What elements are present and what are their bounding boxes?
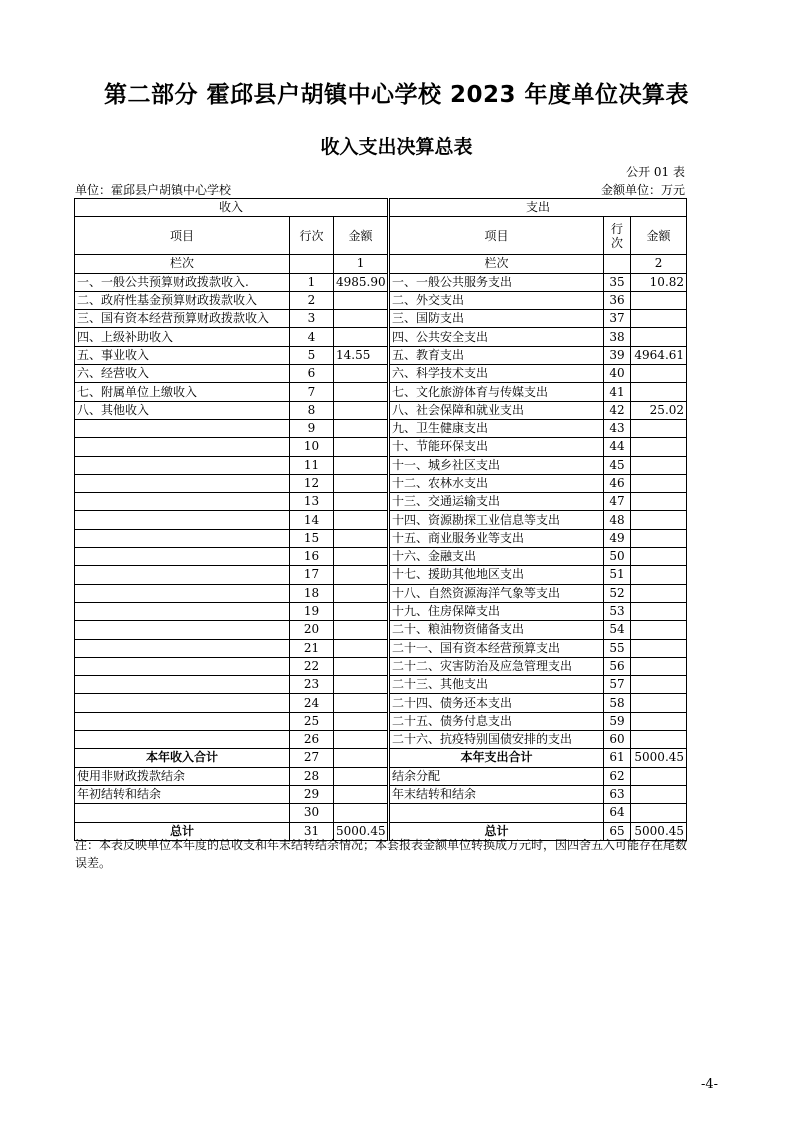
expense-row-no: 58 [604,694,631,712]
income-row-no: 3 [290,310,334,328]
expense-amount: 25.02 [631,401,687,419]
expense-row-no: 62 [604,767,631,785]
expense-header: 支出 [389,199,687,217]
income-amount [334,694,389,712]
expense-item [389,804,604,822]
income-row-no: 29 [290,785,334,803]
income-amount [334,639,389,657]
expense-row-no: 39 [604,346,631,364]
expense-amount [631,493,687,511]
subtotal-row [75,749,687,767]
income-row-no: 21 [290,639,334,657]
income-amount [334,712,389,730]
expense-item: 二十一、国有资本经营预算支出 [389,639,604,657]
table-row [75,621,687,639]
expense-item: 六、科学技术支出 [389,365,604,383]
expense-item: 十四、资源勘探工业信息等支出 [389,511,604,529]
income-row-no: 9 [290,419,334,437]
expense-item: 四、公共安全支出 [389,328,604,346]
table-row [75,529,687,547]
income-col-label: 栏次 [75,255,290,273]
expense-amount [631,438,687,456]
income-amount [334,731,389,749]
income-item [75,529,290,547]
table-row [75,511,687,529]
expense-row-no: 48 [604,511,631,529]
expense-amount [631,712,687,730]
income-item: 四、上级补助收入 [75,328,290,346]
expense-row-no: 60 [604,731,631,749]
expense-row-no: 57 [604,676,631,694]
expense-amount [631,785,687,803]
table-row [75,657,687,675]
income-amount [334,676,389,694]
expense-amount [631,676,687,694]
table-row [75,804,687,822]
expense-amount [631,291,687,309]
income-amount: 14.55 [334,346,389,364]
income-amount [334,548,389,566]
table-row [75,438,687,456]
income-row-no: 5 [290,346,334,364]
expense-item: 一、一般公共服务支出 [389,273,604,291]
empty-cell [604,255,631,273]
income-amount [334,511,389,529]
income-row-no: 11 [290,456,334,474]
expense-row-no: 45 [604,456,631,474]
income-item [75,657,290,675]
income-item [75,584,290,602]
empty-cell [290,255,334,273]
expense-item: 十九、住房保障支出 [389,602,604,620]
expense-amount [631,511,687,529]
expense-row-no: 41 [604,383,631,401]
income-amount [334,767,389,785]
table-row [75,474,687,492]
expense-amount [631,584,687,602]
income-amount-header: 金额 [334,217,389,255]
income-item [75,712,290,730]
expense-amount [631,566,687,584]
expense-item: 二十四、债务还本支出 [389,694,604,712]
income-amount [334,493,389,511]
income-item [75,602,290,620]
expense-row-no: 36 [604,291,631,309]
expense-amount-header: 金额 [631,217,687,255]
expense-item: 十三、交通运输支出 [389,493,604,511]
expense-item: 十六、金融支出 [389,548,604,566]
table-row [75,291,687,309]
income-amount [334,456,389,474]
income-row-no: 16 [290,548,334,566]
income-expense-table [74,198,687,841]
table-row [75,310,687,328]
income-amount [334,383,389,401]
expense-item: 年末结转和结余 [389,785,604,803]
income-amount [334,291,389,309]
expense-amount [631,639,687,657]
expense-amount [631,548,687,566]
income-item [75,676,290,694]
expense-item: 二十六、抗疫特别国债安排的支出 [389,731,604,749]
table-row [75,712,687,730]
table-row [75,328,687,346]
table-row [75,584,687,602]
expense-item: 九、卫生健康支出 [389,419,604,437]
income-row-no: 26 [290,731,334,749]
income-row-no: 20 [290,621,334,639]
expense-amount [631,456,687,474]
income-item [75,639,290,657]
income-item: 一、一般公共预算财政拨款收入. [75,273,290,291]
income-row-no: 6 [290,365,334,383]
income-item: 七、附属单位上缴收入 [75,383,290,401]
income-row-no: 2 [290,291,334,309]
income-item: 八、其他收入 [75,401,290,419]
income-row-no: 28 [290,767,334,785]
income-row-no: 31 [290,822,334,840]
income-item [75,694,290,712]
income-item: 使用非财政拨款结余 [75,767,290,785]
expense-item-header: 项目 [389,217,604,255]
income-item [75,548,290,566]
table-row [75,419,687,437]
income-item [75,419,290,437]
expense-row-no: 43 [604,419,631,437]
income-item: 二、政府性基金预算财政拨款收入 [75,291,290,309]
table-row [75,694,687,712]
income-item: 六、经营收入 [75,365,290,383]
expense-row-no: 42 [604,401,631,419]
income-amount [334,401,389,419]
income-row-no: 27 [290,749,334,767]
table-row [75,383,687,401]
income-amount [334,419,389,437]
expense-row-no: 50 [604,548,631,566]
expense-item: 总计 [389,822,604,840]
income-row-no: 10 [290,438,334,456]
income-row-no: 22 [290,657,334,675]
expense-amount [631,529,687,547]
income-item: 年初结转和结余 [75,785,290,803]
expense-amount [631,383,687,401]
income-row-no: 24 [290,694,334,712]
table-row [75,785,687,803]
expense-row-no: 55 [604,639,631,657]
income-header: 收入 [75,199,389,217]
table-row [75,566,687,584]
table-row [75,493,687,511]
expense-amount [631,731,687,749]
income-amount [334,749,389,767]
expense-row-no: 65 [604,822,631,840]
expense-row-no: 40 [604,365,631,383]
expense-item: 二十三、其他支出 [389,676,604,694]
expense-item: 二、外交支出 [389,291,604,309]
income-item [75,621,290,639]
expense-item: 二十五、债务付息支出 [389,712,604,730]
expense-row-no: 59 [604,712,631,730]
amount-unit: 金额单位：万元 [600,183,685,197]
expense-rowno-header: 行次 [604,217,631,255]
income-row-no: 14 [290,511,334,529]
income-row-no: 23 [290,676,334,694]
income-amount [334,785,389,803]
table-row [75,731,687,749]
form-code: 公开 01 表 [626,165,685,179]
income-col-index: 1 [334,255,389,273]
expense-row-no: 51 [604,566,631,584]
expense-item: 二十、粮油物资储备支出 [389,621,604,639]
expense-amount [631,328,687,346]
income-item: 本年收入合计 [75,749,290,767]
expense-item: 十八、自然资源海洋气象等支出 [389,584,604,602]
income-item [75,566,290,584]
expense-item: 十五、商业服务业等支出 [389,529,604,547]
income-row-no: 8 [290,401,334,419]
income-row-no: 4 [290,328,334,346]
income-amount [334,566,389,584]
expense-col-index: 2 [631,255,687,273]
expense-row-no: 64 [604,804,631,822]
expense-item: 二十二、灾害防治及应急管理支出 [389,657,604,675]
income-row-no: 7 [290,383,334,401]
expense-amount: 4964.61 [631,346,687,364]
income-amount: 4985.90 [334,273,389,291]
income-row-no: 12 [290,474,334,492]
column-index-row [75,255,687,273]
expense-col-label: 栏次 [389,255,604,273]
expense-amount: 10.82 [631,273,687,291]
expense-amount [631,474,687,492]
expense-row-no: 44 [604,438,631,456]
expense-row-no: 47 [604,493,631,511]
expense-row-no: 52 [604,584,631,602]
table-row [75,346,687,364]
income-item [75,474,290,492]
expense-amount: 5000.45 [631,749,687,767]
income-row-no: 13 [290,493,334,511]
income-item [75,456,290,474]
income-amount [334,602,389,620]
expense-item: 三、国防支出 [389,310,604,328]
page-title: 第二部分 霍邱县户胡镇中心学校 2023 年度单位决算表 [103,82,690,108]
income-amount [334,328,389,346]
table-row [75,401,687,419]
expense-item: 八、社会保障和就业支出 [389,401,604,419]
income-amount [334,474,389,492]
expense-row-no: 63 [604,785,631,803]
expense-item: 七、文化旅游体育与传媒支出 [389,383,604,401]
expense-item: 结余分配 [389,767,604,785]
unit-label: 单位：霍邱县户胡镇中心学校 [75,183,232,197]
header-row-2 [75,217,687,255]
income-item: 五、事业收入 [75,346,290,364]
expense-item: 十七、援助其他地区支出 [389,566,604,584]
income-item-header: 项目 [75,217,290,255]
expense-row-no: 61 [604,749,631,767]
table-row [75,602,687,620]
expense-row-no: 38 [604,328,631,346]
income-item: 总计 [75,822,290,840]
income-amount [334,365,389,383]
expense-row-no: 56 [604,657,631,675]
expense-row-no: 37 [604,310,631,328]
expense-amount [631,657,687,675]
income-amount [334,621,389,639]
income-amount [334,804,389,822]
income-item [75,511,290,529]
expense-item: 十二、农林水支出 [389,474,604,492]
table-title: 收入支出决算总表 [320,136,473,158]
income-amount [334,438,389,456]
page-number: -4- [700,1077,718,1092]
income-amount [334,310,389,328]
expense-amount [631,694,687,712]
table-row [75,273,687,291]
expense-item: 本年支出合计 [389,749,604,767]
header-row-1 [75,199,687,217]
table-row [75,365,687,383]
income-row-no: 19 [290,602,334,620]
income-row-no: 18 [290,584,334,602]
income-rowno-header: 行次 [290,217,334,255]
table-row [75,639,687,657]
expense-row-no: 49 [604,529,631,547]
expense-item: 十一、城乡社区支出 [389,456,604,474]
table-row [75,548,687,566]
income-item: 三、国有资本经营预算财政拨款收入 [75,310,290,328]
income-item [75,493,290,511]
expense-item: 五、教育支出 [389,346,604,364]
expense-amount [631,804,687,822]
expense-amount [631,310,687,328]
table-row [75,767,687,785]
footnote: 注：本表反映单位本年度的总收支和年末结转结余情况；本套报表金额单位转换成万元时，因四舍五入可能存在尾数误差。 [75,838,688,870]
income-row-no: 1 [290,273,334,291]
income-row-no: 15 [290,529,334,547]
income-item [75,804,290,822]
expense-amount [631,767,687,785]
income-row-no: 25 [290,712,334,730]
income-item [75,731,290,749]
income-row-no: 17 [290,566,334,584]
income-amount: 5000.45 [334,822,389,840]
income-amount [334,529,389,547]
table-row [75,676,687,694]
expense-row-no: 46 [604,474,631,492]
expense-amount: 5000.45 [631,822,687,840]
income-amount [334,584,389,602]
expense-row-no: 54 [604,621,631,639]
expense-amount [631,621,687,639]
expense-row-no: 53 [604,602,631,620]
income-row-no: 30 [290,804,334,822]
expense-amount [631,365,687,383]
expense-item: 十、节能环保支出 [389,438,604,456]
expense-row-no: 35 [604,273,631,291]
expense-amount [631,419,687,437]
table-row [75,456,687,474]
income-item [75,438,290,456]
expense-amount [631,602,687,620]
income-amount [334,657,389,675]
